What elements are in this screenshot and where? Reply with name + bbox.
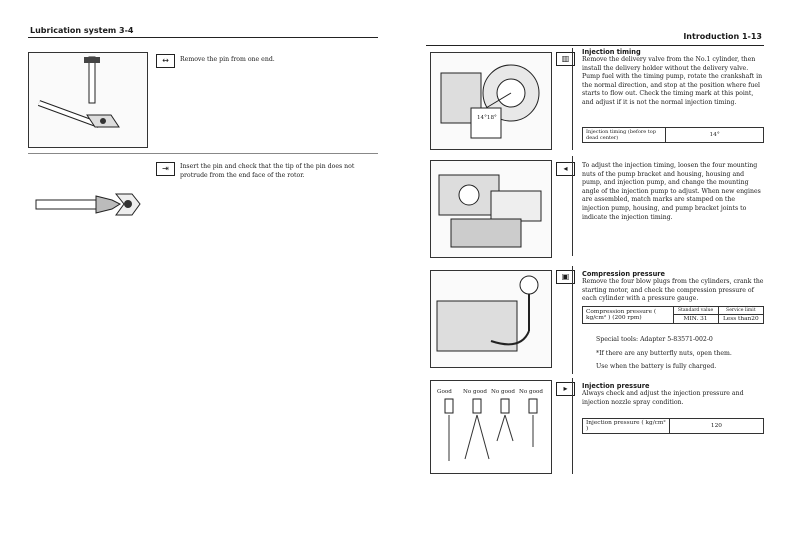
arrows-in-icon: ⇥ — [156, 162, 175, 176]
pin-removal-illustration — [29, 53, 147, 147]
step2-text: Insert the pin and check that the tip of the pin does not protrude from the end face of the rotor. — [180, 163, 355, 179]
pin-insertion-illustration — [28, 160, 146, 256]
spray-label-good: Good — [437, 389, 452, 395]
double-arrow-icon: ↔ — [156, 54, 175, 68]
gauge-icon: ▥ — [556, 52, 575, 66]
compression-note-nuts: *If there are any butterfly nuts, open them. — [596, 350, 732, 357]
spray-label-no-good-1: No good — [463, 389, 487, 395]
right-page-header: Introduction 1-13 — [683, 32, 762, 41]
right-header-rule — [426, 45, 764, 46]
compression-standard-value: MIN. 31 — [673, 315, 718, 324]
compression-table — [582, 306, 764, 324]
left-page-header: Lubrication system 3-4 — [30, 26, 134, 35]
injection-pressure-label: Injection pressure ( kg/cm² ) — [583, 419, 670, 434]
spray-label-no-good-2: No good — [491, 389, 515, 395]
compression-row-label: Compression pressure ( kg/cm² ) (200 rpm) — [583, 307, 674, 324]
injection-timing-title: Injection timing — [582, 48, 641, 56]
pressure-gauge-icon: ▣ — [556, 270, 575, 284]
pump-assembly-illustration — [431, 161, 551, 257]
step1-text: Remove the pin from one end. — [180, 56, 275, 63]
injection-timing-value-cell: 14° — [666, 128, 764, 143]
injection-timing-figure — [430, 52, 552, 150]
section3-vline — [572, 266, 573, 374]
compression-text: Remove the four blow plugs from the cylinders, crank the starting motor, and check the compression pressure of each cylinder with a pressure gauge. — [582, 278, 764, 303]
left-header-rule — [28, 37, 378, 38]
compression-service-value: Less than20 — [718, 315, 763, 324]
injection-pressure-title: Injection pressure — [582, 382, 650, 390]
spray-pattern-figure — [430, 380, 552, 474]
spray-label-no-good-3: No good — [519, 389, 543, 395]
compression-title: Compression pressure — [582, 270, 666, 278]
engine-timing-illustration — [431, 53, 551, 149]
pump-adjust-figure — [430, 160, 552, 258]
compression-gauge-illustration — [431, 271, 551, 367]
nozzle-icon: ▸ — [556, 382, 575, 396]
section4-vline — [572, 378, 573, 474]
right-page — [400, 0, 794, 560]
wrench-arrow-icon: ◂ — [556, 162, 575, 176]
compression-col-service: Service limit — [718, 307, 763, 315]
pin-insertion-figure — [28, 160, 146, 256]
pin-removal-figure — [28, 52, 148, 148]
injection-pressure-value: 120 — [669, 419, 763, 434]
compression-note-battery: Use when the battery is fully charged. — [596, 363, 717, 370]
injection-timing-table — [582, 127, 764, 143]
timing-mark-label: 14°18° — [477, 115, 497, 121]
injection-pressure-table — [582, 418, 764, 434]
compression-note-tools: Special tools: Adapter 5-83571-002-0 — [596, 336, 713, 343]
injection-timing-label-cell: Injection timing (before top dead center) — [583, 128, 666, 143]
left-divider — [28, 153, 378, 154]
compression-col-standard: Standard value — [673, 307, 718, 315]
adjust-text: To adjust the injection timing, loosen the four mounting nuts of the pump bracket and housing, housing and pump, and injection pump, and change the mounting angle of the injection pump to adjust. When new engines are assembled, match marks are stamped on the injection pump, housing, and pump bracket joints to indicate the injection timing. — [582, 162, 761, 221]
injection-pressure-text: Always check and adjust the injection pressure and injection nozzle spray condition. — [582, 390, 744, 406]
compression-figure — [430, 270, 552, 368]
section2-vline — [572, 156, 573, 256]
injection-timing-text: Remove the delivery valve from the No.1 cylinder, then install the delivery holder without the delivery valve. Pump fuel with the timing pump, rotate the crankshaft in the normal direction, and stop at the position where fuel starts to flow out. Check the timing mark at this point, and adjust if it is not the normal injection timing. — [582, 56, 763, 106]
